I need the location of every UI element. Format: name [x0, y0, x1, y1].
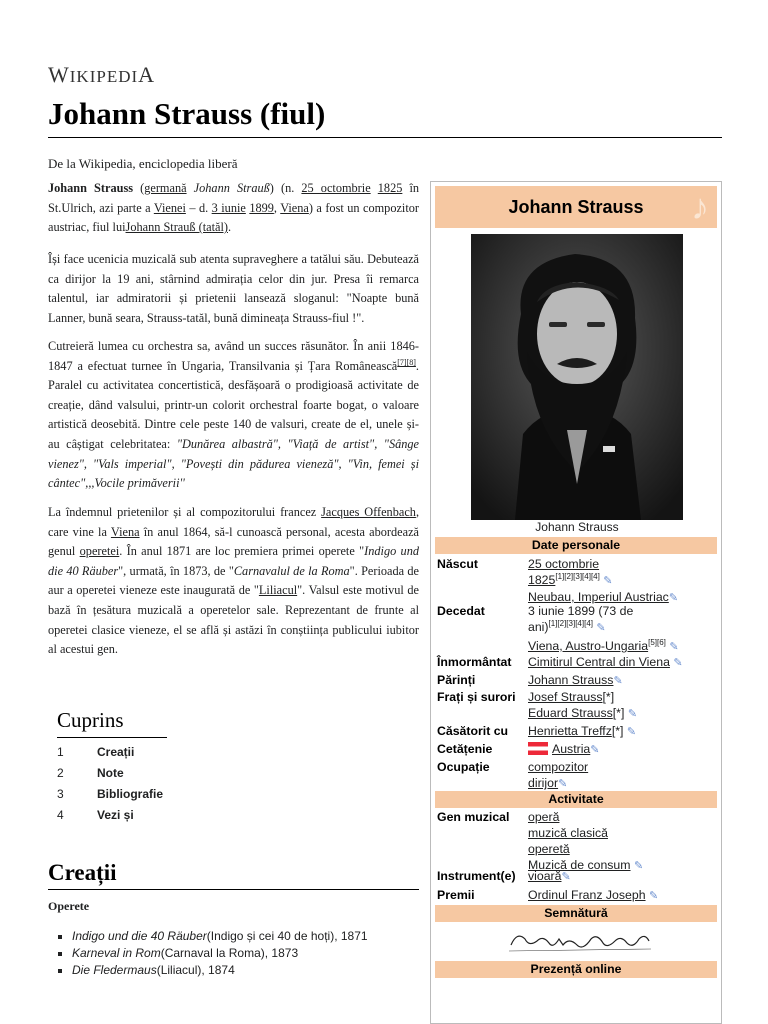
list-item: ▪ Die Fledermaus(Liliacul), 1874 — [72, 962, 368, 979]
pencil-icon[interactable]: ✎ — [627, 708, 638, 720]
label-buried: Înmormântat — [437, 655, 512, 669]
toc-item[interactable]: 4 Vezi și — [57, 808, 134, 822]
band-signature: Semnătură — [435, 905, 717, 922]
list-item: ▪ Karneval in Rom(Carnaval la Roma), 1873 — [72, 945, 368, 962]
link-father[interactable]: Johann Strauß (tatăl) — [125, 220, 228, 235]
label-died: Decedat — [437, 604, 485, 618]
band-activity: Activitate — [435, 791, 717, 808]
toc-item[interactable]: 1 Creații — [57, 745, 135, 759]
value-born: 25 octombrie 1825[1][2][3][4][4] ✎ Neubau, Imperiul Austriac✎ — [528, 557, 679, 604]
label-genre: Gen muzical — [437, 810, 510, 824]
austria-flag-icon — [528, 742, 548, 755]
paragraph-tours: Cutreieră lumea cu orchestra sa, având un succes răsunător. În anii 1846-1847 a efectuat turnee în Ungaria, Transilvania și Țara Românească[7][8]. Paralel cu activitatea concertistică, desfășoară o prodigioasă activitate de creație, dând valsului, printr-un colorit orchestral foarte bogat, o valoare artistică deosebită. Dintre cele peste 140 de valsuri, create de el, unele și-au câștigat celebritatea: "Dunărea albastră", "Viață de artist", "Sânge vienez", "Vals imperial", "Povești din pădurea vieneză", "Vin, femei și cântec",,,Vocile primăverii'' — [48, 339, 420, 491]
band-personal-data: Date personale — [435, 537, 717, 554]
link-birth-day[interactable]: 25 octombrie — [301, 181, 371, 195]
infobox — [430, 181, 722, 1024]
label-instrument: Instrument(e) — [437, 869, 516, 883]
link-birth-year[interactable]: 1825 — [377, 181, 403, 195]
tagline: De la Wikipedia, enciclopedia liberă — [48, 156, 238, 171]
infobox-title: Johann Strauss — [508, 197, 644, 217]
value-awards: Ordinul Franz Joseph ✎ — [528, 888, 659, 902]
waltz-list: "Dunărea albastră", "Viață de artist", "Sânge vienez", "Vals imperial", "Povești din pădurea vieneză", "Vin, femei și cântec",,,Vocile primăverii'' — [48, 436, 420, 491]
pencil-icon[interactable]: ✎ — [603, 575, 613, 587]
pencil-icon[interactable]: ✎ — [596, 622, 606, 634]
label-parents: Părinți — [437, 673, 476, 687]
pencil-icon[interactable]: ✎ — [590, 744, 600, 756]
label-born: Născut — [437, 557, 479, 571]
infobox-header — [435, 186, 717, 228]
paragraph-operetta: La îndemnul prietenilor și al compozitorului francez Jacques Offenbach, care vine la Viena în anul 1864, să-l cunoască personal, acesta abordează genul operetei. În anul 1871 are loc premiera primei operete "Indigo und die 40 Räuber", urmată, în 1873, de "Carnavalul de la Roma". Perioada de aur a operetei vieneze este inaugurată de "Liliacul". Valsul este motivul de bază în țesătura muzicală a operetelor sale. Reprezentant de frunte al operetei clasice vieneze, el se află și astăzi în conștiința publicului iubitor al acestui gen. — [48, 505, 420, 657]
pencil-icon[interactable]: ✎ — [648, 890, 659, 902]
link-offenbach[interactable]: Jacques Offenbach — [321, 505, 416, 519]
value-genre: operă muzică clasică operetă Muzică de consum ✎ — [528, 810, 644, 872]
wordmark-text: IKIPEDI — [69, 67, 139, 86]
value-occupation: compozitor dirijor✎ — [528, 760, 589, 790]
label-citizenship: Cetățenie — [437, 742, 493, 756]
label-occupation: Ocupație — [437, 760, 490, 774]
german-name: Johann Strauß — [193, 181, 270, 195]
operetta-list — [72, 928, 368, 979]
link-viena[interactable]: Viena — [280, 200, 309, 215]
label-siblings: Frați și surori — [437, 690, 516, 704]
link-death-year[interactable]: 1899 — [249, 200, 274, 215]
section-title-creatii: Creații — [48, 860, 117, 885]
table-of-contents — [57, 744, 163, 828]
value-spouse: Henrietta Treffz[*] ✎ — [528, 724, 637, 738]
link-vienna[interactable]: Vienei — [153, 200, 186, 215]
pencil-icon[interactable]: ✎ — [633, 860, 644, 872]
wikipedia-wordmark[interactable]: WIKIPEDIA — [48, 62, 156, 87]
title-divider — [48, 137, 722, 138]
portrait-caption: Johann Strauss — [535, 520, 619, 534]
value-buried: Cimitirul Central din Viena ✎ — [528, 655, 683, 669]
value-parents: Johann Strauss✎ — [528, 673, 623, 687]
link-death-day[interactable]: 3 iunie — [211, 200, 246, 215]
paragraph-apprenticeship: Își face ucenicia muzicală sub atenta supraveghere a tatălui său. Debutează ca dirijor la 19 ani, stârnind admirația celor din jur. Presa îi remarca talentul, iar admiratorii și prietenii lansează sloganul: "Noapte bună Lanner, bună seara, Strauss-tatăl, bună dimineața Strauss-fiul !". — [48, 252, 419, 325]
toc-item[interactable]: 3 Bibliografie — [57, 787, 164, 801]
link-germana[interactable]: germană — [144, 181, 187, 195]
link-liliacul[interactable]: Liliacul — [258, 583, 298, 598]
toc-divider — [57, 737, 167, 738]
link-viena-2[interactable]: Viena — [110, 524, 140, 539]
page-title: Johann Strauss (fiul) — [48, 96, 326, 131]
subsection-title-operete: Operete — [48, 899, 90, 913]
label-awards: Premii — [437, 888, 475, 902]
pencil-icon[interactable]: ✎ — [558, 778, 568, 790]
value-instrument: vioară✎ — [528, 869, 571, 883]
label-spouse: Căsătorit cu — [437, 724, 509, 738]
subject-name: Johann Strauss — [48, 181, 134, 195]
reference-links[interactable]: [7][8] — [397, 357, 416, 367]
section-divider — [48, 889, 419, 890]
pencil-icon[interactable]: ✎ — [673, 657, 683, 669]
band-online-presence: Prezență online — [435, 961, 717, 978]
pencil-icon[interactable]: ✎ — [626, 726, 637, 738]
pencil-icon[interactable]: ✎ — [668, 592, 679, 604]
toc-item[interactable]: 2 Note — [57, 766, 124, 780]
portrait-photo[interactable] — [471, 234, 683, 520]
signature-image — [507, 925, 653, 957]
portrait-image — [471, 234, 683, 520]
toc-title: Cuprins — [57, 708, 124, 732]
value-citizenship: Austria✎ — [528, 741, 718, 758]
intro-paragraph: Johann Strauss (germană Johann Strauß) (n. 25 octombrie 1825 în St.Ulrich, azi parte a Vienei – d. 3 iunie 1899, Viena) a fost un compozitor austriac, fiul luiJohann Strauß (tatăl). — [48, 181, 420, 235]
pencil-icon[interactable]: ✎ — [613, 675, 623, 687]
value-siblings: Josef Strauss[*] Eduard Strauss[*] ✎ — [528, 690, 638, 720]
value-died: 3 iunie 1899 (73 de ani)[1][2][3][4][4] ✎ Viena, Austro-Ungaria[5][6] ✎ — [528, 604, 679, 653]
music-note-icon: ♪ — [691, 186, 709, 227]
pencil-icon[interactable]: ✎ — [669, 641, 679, 653]
list-item: ▪ Indigo und die 40 Räuber(Indigo și cei 40 de hoți), 1871 — [72, 928, 368, 945]
pencil-icon[interactable]: ✎ — [561, 871, 571, 883]
link-opereta[interactable]: operetei — [79, 544, 120, 559]
